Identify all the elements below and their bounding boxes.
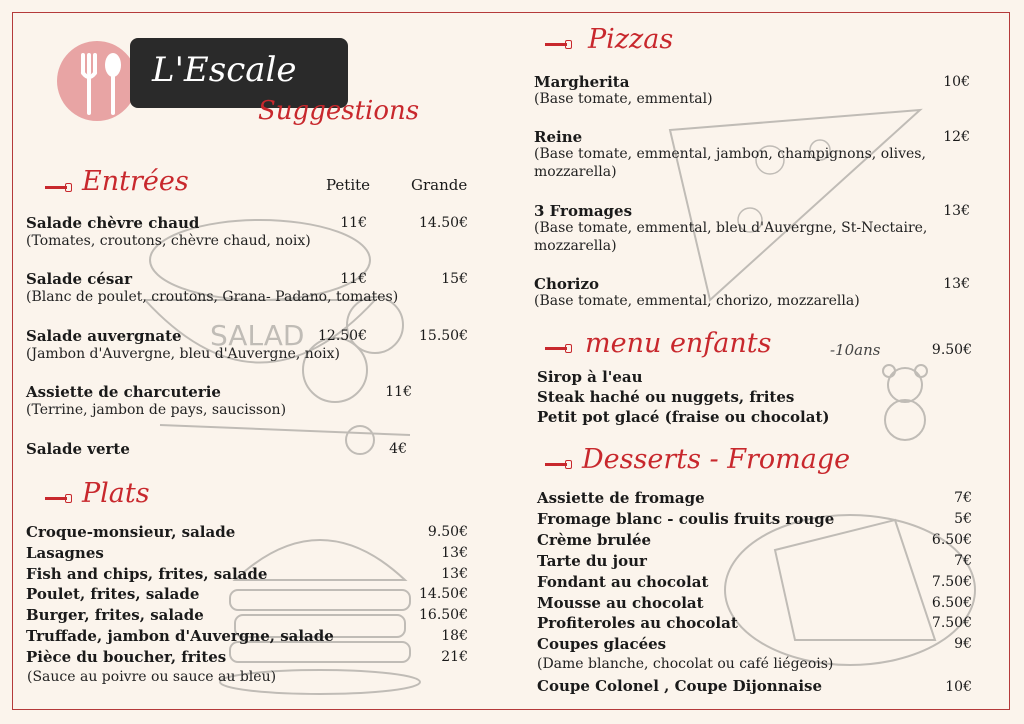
plat-price: 18€ [441,628,468,644]
pizza-desc: mozzarella) [534,164,617,180]
pizza-name: Chorizo [534,275,599,293]
dessert-price: 7€ [954,490,972,506]
entree-name: Assiette de charcuterie [26,383,221,401]
utensil-bullet-icon [545,347,567,350]
entree-name: Salade verte [26,440,130,458]
dessert-name: Profiteroles au chocolat [537,614,738,633]
pizza-desc: (Base tomate, emmental) [534,91,713,107]
pizza-desc: (Base tomate, emmental, jambon, champignons, olives, [534,146,926,162]
enfants-age: -10ans [830,341,881,359]
plat-name: Fish and chips, frites, salade [26,564,268,583]
pizza-name: 3 Fromages [534,202,633,220]
plat-price: 16.50€ [419,607,468,624]
entree-name: Salade chèvre chaud [26,214,200,232]
enfants-item: Sirop à l'eau [537,368,643,386]
enfants-item: Steak haché ou nuggets, frites [537,388,795,406]
dessert-name: Mousse au chocolat [537,593,704,612]
desserts-note: (Dame blanche, chocolat ou café liégeois) [537,656,834,672]
dessert-price: 7€ [954,552,972,569]
dessert-name: Fromage blanc - coulis fruits rouge [537,509,835,528]
plat-price: 13€ [441,565,468,582]
section-title-plats: Plats [82,478,150,509]
entree-desc: (Tomates, croutons, chèvre chaud, noix) [26,233,311,249]
entree-name: Salade auvergnate [26,327,182,345]
plat-name: Croque-monsieur, salade [26,523,236,541]
section-title-desserts: Desserts - Fromage [582,444,851,475]
plat-name: Poulet, frites, salade [26,585,200,604]
entree-price-small: 12.50€ [318,328,367,344]
dessert-last-name: Coupe Colonel , Coupe Dijonnaise [537,677,823,695]
entree-price-small: 4€ [389,441,407,457]
dessert-name: Fondant au chocolat [537,572,709,591]
pizza-desc: mozzarella) [534,238,617,254]
column-head-petite: Petite [326,176,371,194]
utensil-bullet-icon [545,463,567,466]
utensil-bullet-icon [45,497,67,500]
dessert-name: Assiette de fromage [537,489,705,507]
pizza-desc: (Base tomate, emmental, bleu d'Auvergne, St-Nectaire, [534,220,928,236]
entree-price-small: 11€ [340,215,367,231]
plat-name: Pièce du boucher, frites [26,647,227,666]
pizza-price: 12€ [943,129,970,145]
dessert-price: 6.50€ [931,594,972,611]
section-title-entrees: Entrées [82,166,189,197]
brand-name: L'Escale [152,50,297,90]
dessert-price: 7.50€ [931,573,972,590]
pizza-sketch [650,100,930,310]
dessert-name: Coupes glacées [537,635,667,654]
entree-price-large: 15€ [441,271,468,287]
pizza-desc: (Base tomate, emmental, chorizo, mozzarella) [534,293,860,309]
teddy-bear-sketch [870,360,940,445]
dessert-name: Tarte du jour [537,551,647,570]
entree-name: Salade césar [26,270,132,288]
plat-price: 14.50€ [419,586,468,603]
entree-desc: (Jambon d'Auvergne, bleu d'Auvergne, noix) [26,346,341,362]
fork-spoon-icon [55,33,140,133]
enfants-price: 9.50€ [931,342,972,358]
entree-price-large: 15.50€ [419,328,468,344]
entree-price-small: 11€ [385,384,412,400]
svg-text:SALAD: SALAD [210,319,305,352]
dessert-price: 9€ [954,636,972,653]
entree-desc: (Blanc de poulet, croutons, Grana- Padano, tomates) [26,289,399,305]
plat-name: Lasagnes [26,543,104,562]
section-title-enfants: menu enfants [585,328,772,359]
entree-price-small: 11€ [340,271,367,287]
dessert-last-price: 10€ [945,679,972,695]
dessert-name: Crème brulée [537,530,652,549]
entree-desc: (Terrine, jambon de pays, saucisson) [26,402,287,418]
pizza-price: 13€ [943,276,970,292]
plat-name: Burger, frites, salade [26,606,204,625]
pizza-name: Margherita [534,73,630,91]
plat-name: Truffade, jambon d'Auvergne, salade [26,627,334,645]
section-title-pizzas: Pizzas [588,24,674,55]
pizza-name: Reine [534,128,583,146]
plat-price: 21€ [441,648,468,665]
plat-price: 13€ [441,544,468,561]
utensil-bullet-icon [45,186,67,189]
brand-subtitle: Suggestions [258,96,420,126]
utensil-bullet-icon [545,43,567,46]
plats-note: (Sauce au poivre ou sauce au bleu) [27,669,277,685]
dessert-price: 6.50€ [931,531,972,548]
pizza-price: 10€ [943,74,970,90]
enfants-item: Petit pot glacé (fraise ou chocolat) [537,408,830,426]
plat-price: 9.50€ [427,524,468,540]
pizza-price: 13€ [943,203,970,219]
entree-price-large: 14.50€ [419,215,468,231]
dessert-price: 5€ [954,510,972,527]
dessert-price: 7.50€ [931,615,972,632]
column-head-grande: Grande [411,176,468,194]
